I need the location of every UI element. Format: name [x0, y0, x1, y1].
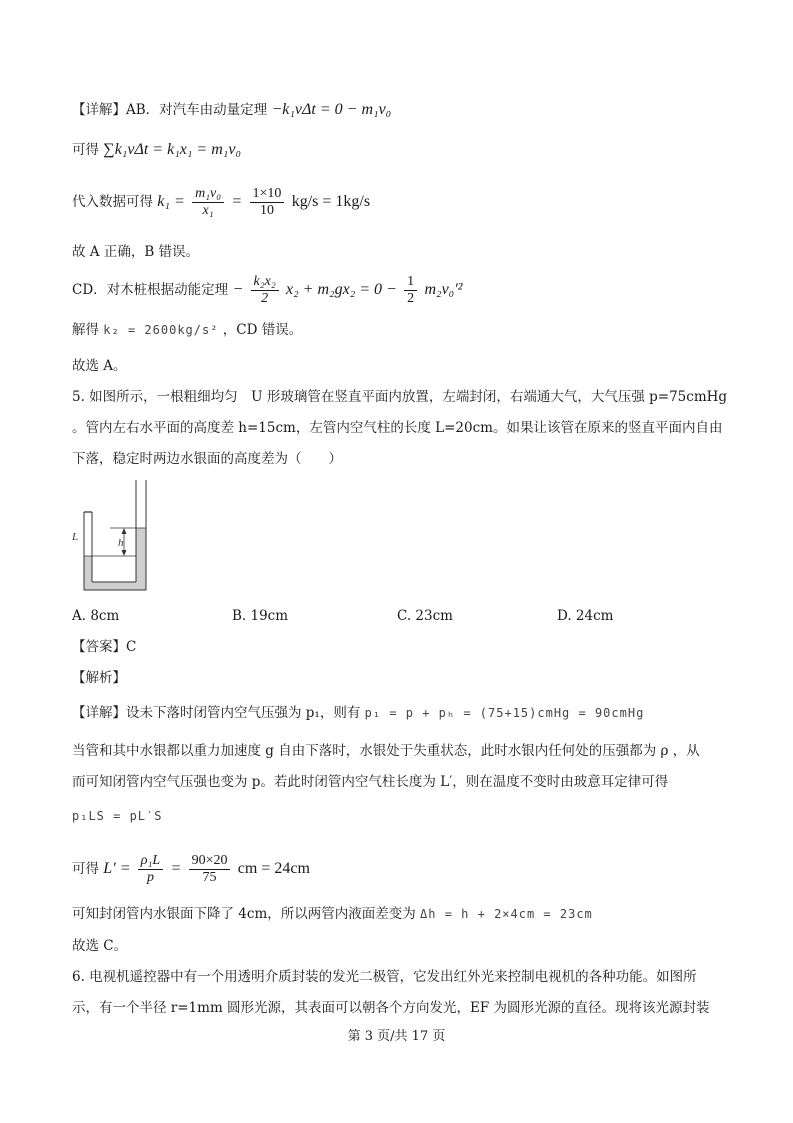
length-equals: =: [170, 860, 182, 877]
cd-fraction-1-num: k₂x₂: [251, 274, 279, 291]
boyle-equation: p₁LS = pL′S: [72, 809, 163, 823]
analysis-label: 【解析】: [72, 670, 126, 686]
solve-k2-end: ，CD 错误。: [222, 322, 303, 338]
length-fraction-1: [138, 853, 163, 886]
k1-text: 代入数据可得: [72, 194, 153, 210]
cd-fraction-1-den: 2: [261, 291, 269, 306]
k1-rhs: kg/s = 1kg/s: [291, 193, 371, 210]
height-diff-text: 可知封闭管内水银面下降了 4cm，所以两管内液面差变为: [72, 906, 416, 922]
sum-text: 可得: [72, 142, 99, 158]
k1-equals: =: [231, 193, 243, 210]
k1-fraction-1: [192, 186, 224, 219]
detail-ab-text: 【详解】AB．对汽车由动量定理: [72, 102, 268, 118]
detail-ab-line: [72, 100, 391, 120]
height-diff-equation: Δh = h + 2×4cm = 23cm: [420, 907, 593, 921]
height-diff-line: [72, 904, 593, 924]
cd-end: m₂v₀'²: [424, 281, 463, 298]
question-6-line-2: 示，有一个半径 r=1mm 圆形光源，其表面可以朝各个方向发光，EF 为圆形光源的直径。现将该光源封装: [72, 1000, 710, 1016]
sum-equation: ∑k₁vΔt = k₁x₁ = m₁v₀: [103, 141, 242, 158]
choose-c: 故选 C。: [72, 938, 128, 954]
solve-k2-text: 解得: [72, 322, 99, 338]
option-a: A. 8cm: [72, 608, 120, 624]
k1-fraction-2-num: 1×10: [250, 186, 285, 203]
length-fraction-1-den: p: [146, 870, 154, 885]
boyle-line: [72, 806, 162, 826]
length-fraction-2-den: 75: [202, 870, 217, 885]
length-line: [72, 849, 310, 889]
k1-lhs: k₁ =: [157, 193, 185, 210]
question-5-line-1: 5. 如图所示，一根粗细均匀 U 形玻璃管在竖直平面内放置，左端封闭，右端通大气，大气压强 p=75cmHg: [72, 389, 728, 405]
sum-line: [72, 140, 241, 160]
k1-fraction-1-den: x₁: [202, 203, 214, 218]
u-tube-figure: [70, 480, 160, 595]
solve-k2-line: [72, 320, 302, 340]
option-b: B. 19cm: [232, 608, 289, 624]
question-5-line-2: 。管内左右水平面的高度差 h=15cm，左管内空气柱的长度 L=20cm。如果让该管在原来的竖直平面内自由: [72, 420, 723, 436]
option-c: C. 23cm: [397, 608, 453, 624]
h-arrow-bottom: [122, 550, 127, 556]
detail-pressure-line: [72, 703, 644, 723]
question-6-line-1: 6. 电视机遥控器中有一个用透明介质封装的发光二极管，它发出红外光来控制电视机的各种功能。如图所: [72, 969, 697, 985]
k1-fraction-2-den: 10: [259, 203, 274, 218]
k1-fraction-2: [250, 186, 285, 219]
cd-fraction-1: [251, 274, 279, 307]
cd-fraction-2: [404, 274, 417, 307]
option-d: D. 24cm: [557, 608, 614, 624]
cd-mid: x₂ + m₂gx₂ = 0 −: [286, 281, 397, 298]
choose-a: 故选 A。: [72, 358, 127, 374]
length-text: 可得: [72, 861, 99, 877]
k2-equation: k₂ = 2600kg/s²: [103, 323, 219, 337]
pressure-equation: p₁ = p + pₕ = (75+15)cmHg = 90cmHg: [364, 706, 645, 720]
cd-fraction-2-den: 2: [407, 291, 415, 306]
cd-text: CD．对木桩根据动能定理: [72, 282, 229, 298]
momentum-equation: −k₁vΔt = 0 − m₁v₀: [271, 101, 392, 118]
cd-line: [72, 270, 462, 310]
k1-line: [72, 182, 370, 222]
k1-fraction-1-num: m₁v₀: [192, 186, 224, 203]
answer-label: 【答案】C: [72, 639, 137, 655]
length-lhs: L′ =: [103, 860, 131, 877]
length-rhs: cm = 24cm: [237, 860, 310, 877]
detail-pressure-text: 【详解】设未下落时闭管内空气压强为 p₁，则有: [72, 705, 361, 721]
length-fraction-2: [189, 853, 231, 886]
freefall-line-2: 而可知闭管内空气压强也变为 p。若此时闭管内空气柱长度为 L′，则在温度不变时由玻意耳定律可得: [72, 774, 669, 790]
conclusion-ab: 故 A 正确，B 错误。: [72, 244, 200, 260]
h-label: h: [118, 537, 124, 549]
mercury-fill: [84, 528, 146, 590]
question-5-line-3: 下落，稳定时两边水银面的高度差为（ ）: [72, 451, 342, 467]
page-footer: 第 3 页/共 17 页: [347, 1029, 446, 1044]
cd-fraction-2-num: 1: [404, 274, 417, 291]
l-label: L: [72, 531, 79, 543]
cd-minus: −: [232, 281, 244, 298]
h-arrow-top: [122, 528, 127, 534]
freefall-line-1: 当管和其中水银都以重力加速度 g 自由下落时，水银处于失重状态，此时水银内任何处的压强都为 ρ ，从: [72, 743, 700, 759]
length-fraction-2-num: 90×20: [189, 853, 231, 870]
length-fraction-1-num: ρ₁L: [138, 853, 163, 870]
